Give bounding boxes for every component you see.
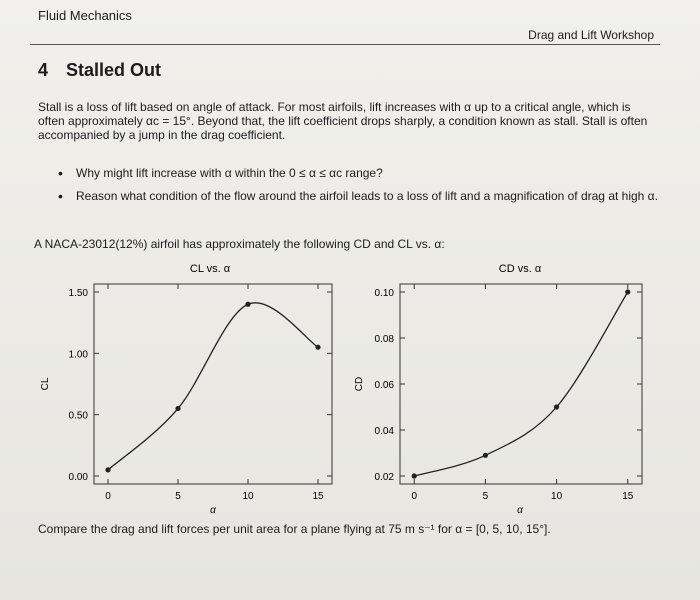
chart1-ytick-label: 0.00 [68, 472, 88, 483]
chart1-xtick-label: 10 [242, 491, 254, 502]
chart2-ytick-label: 0.04 [374, 426, 394, 437]
chart1-xtick-label: 15 [312, 491, 324, 502]
chart2-data-point [412, 473, 417, 478]
chart1-xlabel: α [210, 505, 216, 516]
chart2-xtick-label: 0 [411, 491, 418, 502]
chart2-xlabel: α [517, 505, 523, 516]
chart2-series-line [414, 292, 628, 476]
section-title: Stalled Out [66, 60, 162, 80]
chart2-ytick-label: 0.02 [374, 472, 394, 483]
footer-question: Compare the drag and lift forces per unit area for a plane flying at 75 m s⁻¹ for α = [0, 5, 10, 15°]. [38, 522, 551, 536]
chart1-xtick-label: 0 [105, 491, 111, 502]
section-number: 4 [38, 60, 49, 80]
chart2-data-point [483, 453, 488, 458]
airfoil-statement: A NACA-23012(12%) airfoil has approximately the following CD and CL vs. α: [34, 237, 445, 251]
chart2-ylabel: CD [354, 376, 365, 392]
chart1-data-point [175, 406, 180, 411]
course-title: Fluid Mechanics [38, 8, 132, 23]
chart1-ytick-label: 0.50 [68, 410, 88, 422]
question-item: • Reason what condition of the flow around the airfoil leads to a loss of lift and a magnification of drag at high α. [58, 189, 678, 203]
intro-line: often approximately αc = 15°. Beyond that, the lift coefficient drops sharply, a condition known as stall. Stall is often [38, 114, 648, 128]
chart1-ytick-label: 1.00 [68, 349, 88, 361]
chart2-ytick-label: 0.08 [374, 334, 394, 345]
chart1-data-point [245, 302, 250, 307]
chart2-data-point [625, 289, 630, 294]
question-item: • Why might lift increase with α within the 0 ≤ α ≤ αc range? [58, 166, 678, 180]
chart1-ytick-label: 1.50 [68, 288, 88, 299]
intro-line: Stall is a loss of lift based on angle of attack. For most airfoils, lift increases with α up to a critical angle, which is [38, 100, 631, 114]
chart1-data-point [105, 467, 110, 472]
chart2-xtick-label: 5 [482, 491, 489, 502]
intro-line: accompanied by a jump in the drag coefficient. [38, 128, 286, 142]
workshop-title: Drag and Lift Workshop [528, 28, 654, 42]
chart2-ytick-label: 0.10 [374, 288, 394, 299]
chart1-xtick-label: 5 [175, 491, 181, 502]
chart1-series-line [108, 303, 318, 470]
chart1-frame [94, 284, 332, 484]
chart2-title: CD vs. α [498, 263, 542, 275]
chart1-data-point [315, 345, 320, 350]
chart2-ytick-label: 0.06 [374, 380, 394, 391]
chart2-frame [400, 284, 642, 484]
chart2-data-point [554, 404, 559, 409]
chart1-ylabel: CL [40, 377, 51, 391]
chart2-xtick-label: 15 [622, 491, 634, 502]
chart1-title: CL vs. α [189, 263, 231, 275]
chart2-xtick-label: 10 [551, 491, 563, 502]
